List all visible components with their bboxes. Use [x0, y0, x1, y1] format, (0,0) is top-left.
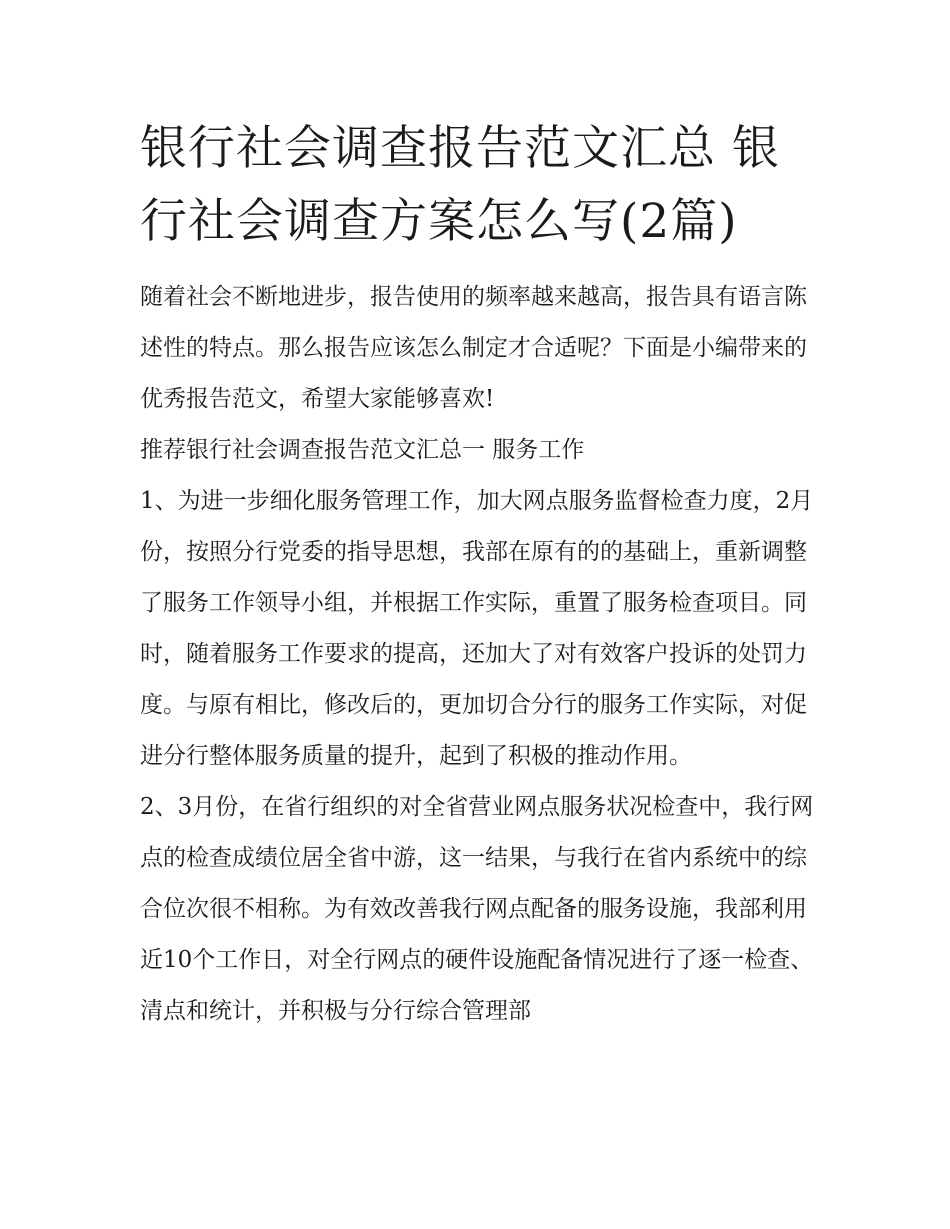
body-paragraph-1: 1、为进一步细化服务管理工作，加大网点服务监督检查力度，2月份，按照分行党委的指导思想，我部在原有的的基础上，重新调整了服务工作领导小组，并根据工作实际，重置了服务检查项目。同时，随着服务工作要求的提高，还加大了对有效客户投诉的处罚力度。与原有相比，修改后的，更加切合分行的服务工作实际，对促进分行整体服务质量的提升，起到了积极的推动作用。: [140, 488, 814, 769]
document-title: 银行社会调查报告范文汇总 银行社会调查方案怎么写(2篇): [140, 121, 780, 249]
intro-paragraph: 随着社会不断地进步，报告使用的频率越来越高，报告具有语言陈述性的特点。那么报告应该怎么制定才合适呢？下面是小编带来的优秀报告范文，希望大家能够喜欢!: [140, 284, 807, 412]
section-heading: 推荐银行社会调查报告范文汇总一 服务工作: [140, 437, 585, 463]
document-body: [140, 272, 820, 1037]
body-paragraph-2: 2、3月份，在省行组织的对全省营业网点服务状况检查中，我行网点的检查成绩位居全省中游，这一结果，与我行在省内系统中的综合位次很不相称。为有效改善我行网点配备的服务设施，我部利用近10个工作日，对全行网点的硬件设施配备情况进行了逐一检查、清点和统计，并积极与分行综合管理部: [140, 794, 814, 1024]
document-page: [140, 112, 820, 1037]
